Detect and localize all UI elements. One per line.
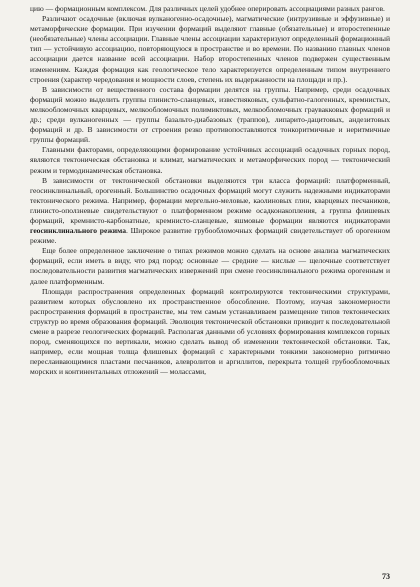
emphasis-text: геосинклинального режима [30,226,126,236]
paragraph [30,145,390,175]
paragraph-text: Площади распространения определенных формаций контролируются тектоническими структурами, развитием которых обусловлено их пространственное обособление. Поэтому, изучая закономерности распространения формаций в пространстве, мы тем самым устанавливаем размещение типов тектонических структур во время образования формаций. Эволюция тектонической обстановки приводит к последовательной смене в разрезе геологических формаций. Располагая данными об условиях формирования комплексов горных пород, сменяющихся по вертикали, можно сделать вывод об изменении тектонической обстановки. Так, например, если мощная толща флишевых формаций с характерными тонкими закономерно ритмично переслаивающимися пластами песчаников, алевролитов и аргиллитов, перекрыта толщей грубообломочных морских и континентальных отложений — молассами, [30,286,390,377]
paragraph [30,4,390,14]
paragraph-text: Еще более определенное заключение о типах режимов можно сделать на основе анализа магматических формаций, если иметь в виду, что ряд пород: основные — средние — кислые — щелочные соответствует последовательности развития магматических извержений при смене геосинклинального режима орогенным и далее платформенным. [30,246,390,286]
paragraph-text: . Широкое развитие грубообломочных формаций свидетельствует об орогенном режиме. [30,226,390,246]
paragraph-text: В зависимости от тектонической обстановки выделяются три класса формаций: платформенный, геосинклинальный, орогенный. Большинство осадочных формаций могут служить надежными индикаторами тектонического режима. Например, формации мергельно-меловые, каолиновых глин, кварцевых песчаников, глинисто-оползневые свидетельствуют о платформенном режиме осадконакопления, а группа флишевых формаций, кремнисто-карбонатные, кремнисто-сланцевые, яшмовые формации являются индикаторами [30,175,390,225]
paragraph-text: Главными факторами, определяющими формирование устойчивых ассоциаций осадочных горных пород, являются тектоническая обстановка и климат, магматических и метаморфических пород — тектонический режим и термодинамическая обстановка. [30,145,390,175]
paragraph [30,176,390,247]
body-text [30,4,390,377]
paragraph-text: Различают осадочные (включая вулканогенно-осадочные), магматические (интрузивные и эффузивные) и метаморфические формации. При изучении формаций выделяют главные (обязательные) и второстепенные (необязательные) члены ассоциации. Главные члены ассоциации характеризуют определенный формационный тип — устойчивую ассоциацию, повторяющуюся в пространстве и во времени. По названию главных членов ассоциации дается название всей ассоциации. Набор второстепенных членов подвержен существенным изменениям. Каждая формация как геологическое тело характеризуется определенным типом внутреннего строения (характер чередования и мощности слоев, степень их выдержанности на площади и пр.). [30,14,390,84]
paragraph [30,85,390,146]
paragraph [30,14,390,85]
paragraph [30,287,390,378]
page-number: 73 [382,572,390,581]
paragraph-text: В зависимости от вещественного состава формации делятся на группы. Например, среди осадочных формаций можно выделить группы глинисто-сланцевых, известняковых, сульфатно-галогенных, кремнистых, мелкообломочных кварцевых, мелкообломочных полимиктовых, мелкообломочных граувакковых формаций и др.; среди вулканогенных — группы базальто-диабазовых (траппов), липарито-дацитовых, андезитовых формаций и др. В зависимости от строения резко противопоставляются тонкоритмичные и неритмичные группы формаций. [30,84,390,145]
paragraph [30,246,390,286]
paragraph-text: цию — формационным комплексом. Для различных целей удобнее оперировать ассоциациями разных рангов. [30,4,385,13]
